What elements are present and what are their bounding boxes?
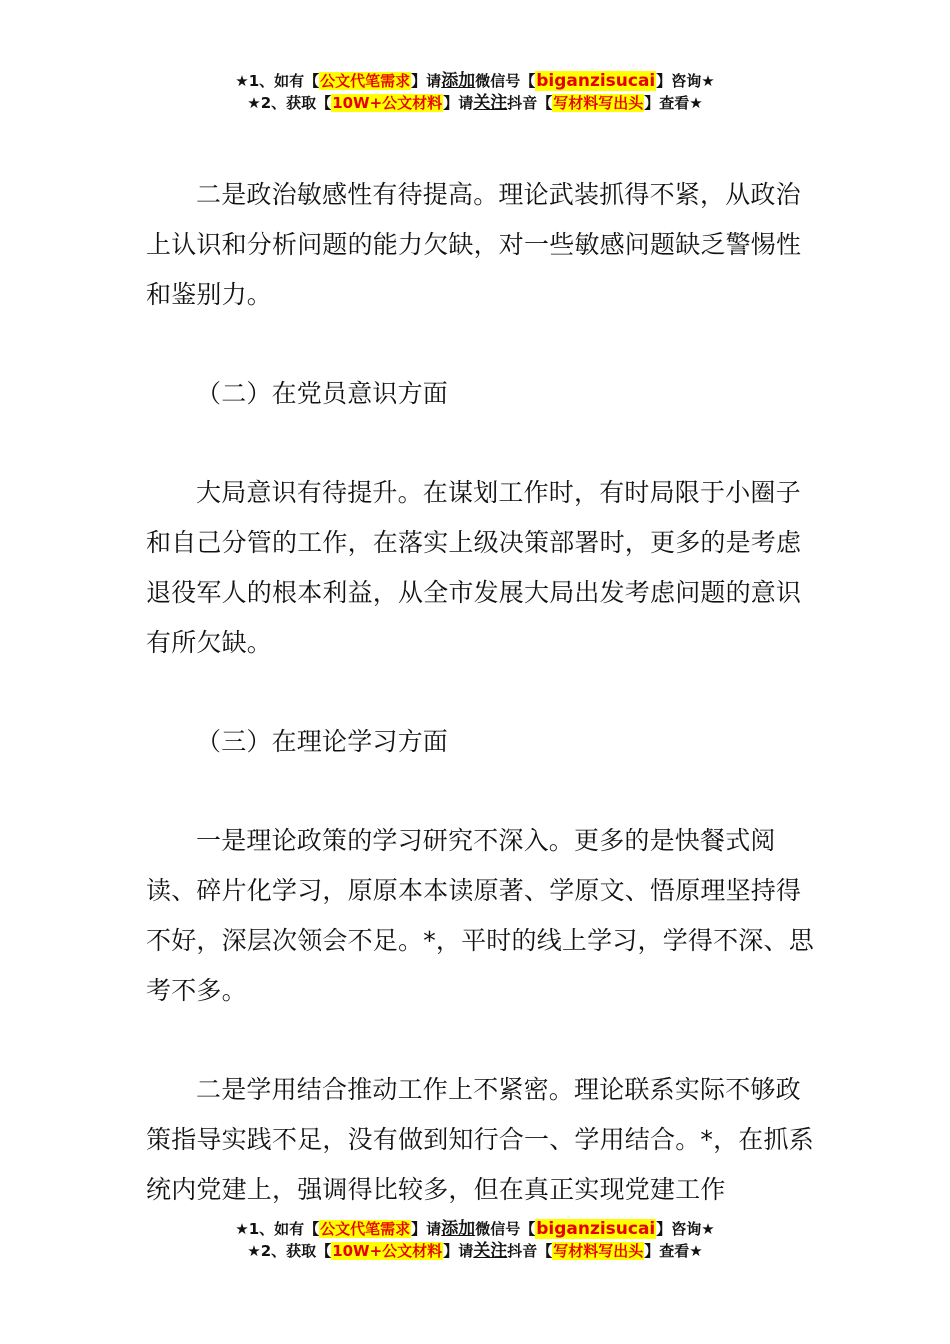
banner-text: ★2、获取【 bbox=[247, 1242, 332, 1260]
banner-douyin-id: 写材料写出头 bbox=[553, 1242, 644, 1260]
paragraph-political-sensitivity: 二是政治敏感性有待提高。理论武装抓得不紧，从政治上认识和分析问题的能力欠缺，对一些敏感问题缺乏警惕性和鉴别力。 bbox=[146, 180, 802, 309]
paragraph-theory-study: 一是理论政策的学习研究不深入。更多的是快餐式阅读、碎片化学习，原原本本读原著、学原文、悟原理坚持得不好，深层次领会不足。*，平时的线上学习，学得不深、思考不多。 bbox=[146, 826, 814, 1005]
banner-emphasis: 添加 bbox=[441, 1219, 476, 1239]
banner-emphasis: 关注 bbox=[473, 93, 508, 113]
banner-text: 】咨询★ bbox=[656, 1220, 715, 1238]
banner-line-1 bbox=[0, 1218, 950, 1240]
paragraph-study-application: 二是学用结合推动工作上不紧密。理论联系实际不够政策指导实践不足，没有做到知行合一、学用结合。*，在抓系统内党建上，强调得比较多，但在真正实现党建工作 bbox=[146, 1075, 814, 1204]
header-banner bbox=[0, 70, 950, 114]
banner-highlight: 公文代笔需求 bbox=[320, 1220, 411, 1238]
banner-text: 抖音【 bbox=[507, 94, 553, 112]
banner-text: ★2、获取【 bbox=[247, 94, 332, 112]
banner-text: 微信号【 bbox=[475, 72, 536, 90]
paragraph-overall-awareness: 大局意识有待提升。在谋划工作时，有时局限于小圈子和自己分管的工作，在落实上级决策部署时，更多的是考虑退役军人的根本利益，从全市发展大局出发考虑问题的意识有所欠缺。 bbox=[146, 478, 802, 657]
banner-text: ★1、如有【 bbox=[235, 1220, 320, 1238]
banner-wechat-id: biganzisucai bbox=[536, 1219, 656, 1239]
section-heading-party-awareness: （二）在党员意识方面 bbox=[196, 379, 449, 408]
banner-text: 】请 bbox=[411, 72, 442, 90]
banner-highlight: 公文代笔需求 bbox=[320, 72, 411, 90]
banner-wechat-id: biganzisucai bbox=[536, 71, 656, 91]
section-heading-theory-study: （三）在理论学习方面 bbox=[196, 727, 449, 756]
banner-text: 】请 bbox=[411, 1220, 442, 1238]
banner-line-1 bbox=[0, 70, 950, 92]
banner-text: 】请 bbox=[443, 94, 474, 112]
banner-emphasis: 添加 bbox=[441, 71, 476, 91]
footer-banner bbox=[0, 1218, 950, 1262]
banner-emphasis: 关注 bbox=[473, 1241, 508, 1261]
banner-highlight: 10W+公文材料 bbox=[332, 94, 443, 112]
banner-text: 】查看★ bbox=[644, 1242, 703, 1260]
banner-text: ★1、如有【 bbox=[235, 72, 320, 90]
banner-douyin-id: 写材料写出头 bbox=[553, 94, 644, 112]
document-body bbox=[146, 170, 816, 1215]
banner-text: 】请 bbox=[443, 1242, 474, 1260]
banner-line-2 bbox=[0, 1240, 950, 1262]
banner-text: 抖音【 bbox=[507, 1242, 553, 1260]
banner-text: 】查看★ bbox=[644, 94, 703, 112]
banner-text: 】咨询★ bbox=[656, 72, 715, 90]
banner-line-2 bbox=[0, 92, 950, 114]
banner-highlight: 10W+公文材料 bbox=[332, 1242, 443, 1260]
banner-text: 微信号【 bbox=[475, 1220, 536, 1238]
